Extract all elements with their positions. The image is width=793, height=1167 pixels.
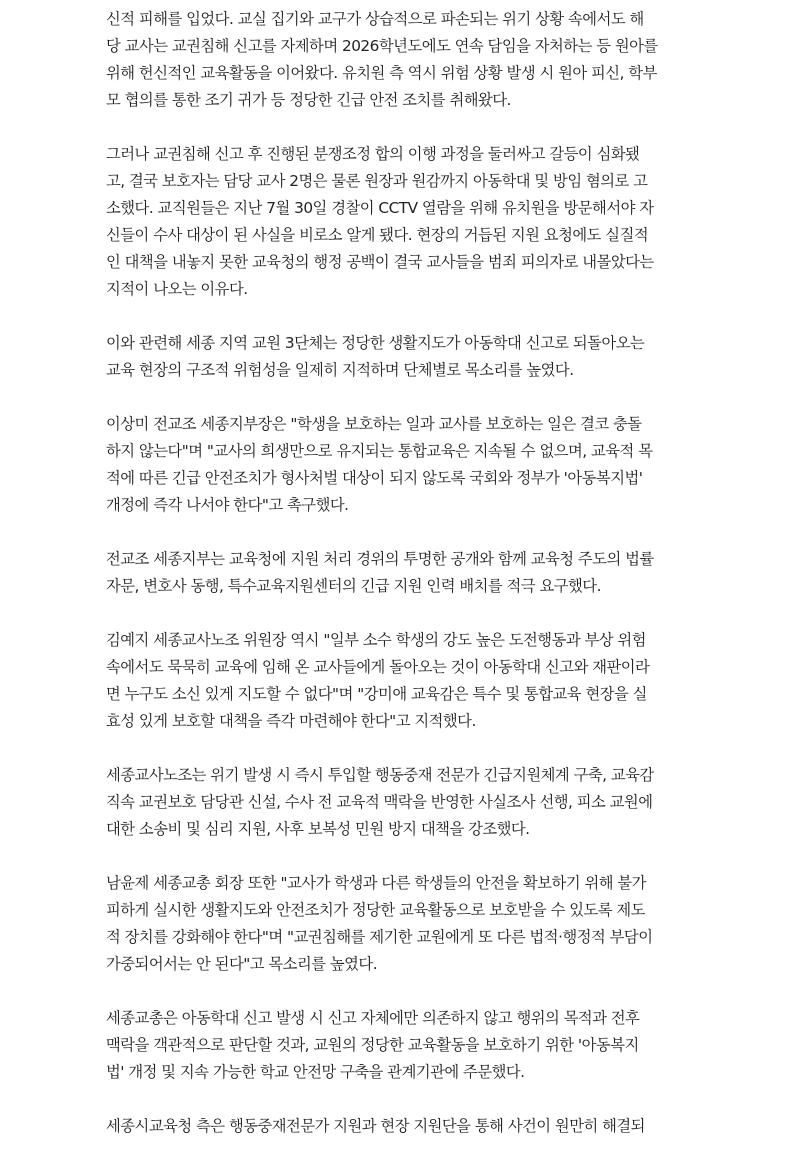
text-line: 김예지 세종교사노조 위원장 역시 "일부 소수 학생의 강도 높은 도전행동과 부상 위험 [106, 631, 646, 649]
text-line: 세종시교육청 측은 행동중재전문가 지원과 현장 지원단을 통해 사건이 원만히 해결되 [106, 1117, 645, 1135]
paragraph-1 [106, 6, 696, 114]
text-line: 고, 결국 보호자는 담당 교사 2명은 물론 원장과 원감까지 아동학대 및 방임 혐의로 고 [106, 172, 648, 190]
text-line: 이상미 전교조 세종지부장은 "학생을 보호하는 일과 교사를 보호하는 일은 결코 충돌 [106, 415, 642, 433]
paragraph-6 [106, 627, 696, 735]
text-line: 남윤제 세종교총 회장 또한 "교사가 학생과 다른 학생들의 안전을 확보하기 위해 불가 [106, 874, 646, 892]
text-line: 직속 교권보호 담당관 신설, 수사 전 교육적 맥락을 반영한 사실조사 선행, 피소 교원에 [106, 793, 653, 811]
text-line: 대한 소송비 및 심리 지원, 사후 보복성 민원 방지 대책을 강조했다. [106, 820, 530, 838]
text-line: 피하게 실시한 생활지도와 안전조치가 정당한 교육활동으로 보호받을 수 있도록 제도 [106, 901, 645, 919]
text-line: 지적이 나오는 이유다. [106, 280, 248, 298]
paragraph-5 [106, 546, 696, 600]
text-line: 법' 개정 및 지속 가능한 학교 안전망 구축을 관계기관에 주문했다. [106, 1063, 525, 1081]
text-line: 모 협의를 통한 조기 귀가 등 정당한 긴급 안전 조치를 취해왔다. [106, 91, 511, 109]
text-line: 가중되어서는 안 된다"고 목소리를 높였다. [106, 955, 378, 973]
text-line: 이와 관련해 세종 지역 교원 3단체는 정당한 생활지도가 아동학대 신고로 되돌아오는 [106, 334, 645, 352]
paragraph-7 [106, 762, 696, 843]
text-line: 전교조 세종지부는 교육청에 지원 처리 경위의 투명한 공개와 함께 교육청 주도의 법률 [106, 550, 654, 568]
text-line: 신들이 수사 대상이 된 사실을 비로소 알게 됐다. 현장의 거듭된 지원 요청에도 실질적 [106, 226, 649, 244]
text-line: 면 누구도 소신 있게 지도할 수 없다"며 "강미애 교육감은 특수 및 통합교육 현장을 실 [106, 685, 647, 703]
text-line: 인 대책을 내놓지 못한 교육청의 행정 공백이 결국 교사들을 범죄 피의자로 내몰았다는 [106, 253, 654, 271]
text-line: 맥락을 객관적으로 판단할 것과, 교원의 정당한 교육활동을 보호하기 위한 '아동복지 [106, 1036, 639, 1054]
article-body [106, 6, 696, 1167]
text-line: 적 장치를 강화해야 한다"며 "교권침해를 제기한 교원에게 또 다른 법적·행정적 부담이 [106, 928, 653, 946]
paragraph-3 [106, 330, 696, 384]
text-line: 자문, 변호사 동행, 특수교육지원센터의 긴급 지원 인력 배치를 적극 요구했다. [106, 577, 601, 595]
text-line: 하지 않는다"며 "교사의 희생만으로 유지되는 통합교육은 지속될 수 없으며, 교육적 목 [106, 442, 653, 460]
text-line: 효성 있게 보호할 대책을 즉각 마련해야 한다"고 지적했다. [106, 712, 476, 730]
text-line: 위해 헌신적인 교육활동을 이어왔다. 유치원 측 역시 위험 상황 발생 시 원아 피신, 학부 [106, 64, 657, 82]
text-line: 적에 따른 긴급 안전조치가 형사처벌 대상이 되지 않도록 국회와 정부가 '아동복지법' [106, 469, 643, 487]
text-line: 개정에 즉각 나서야 한다"고 촉구했다. [106, 496, 349, 514]
paragraph-9 [106, 1005, 696, 1086]
text-line: 그러나 교권침해 신고 후 진행된 분쟁조정 합의 이행 과정을 둘러싸고 갈등이 심화됐 [106, 145, 640, 163]
paragraph-4 [106, 411, 696, 519]
text-line: 세종교총은 아동학대 신고 발생 시 신고 자체에만 의존하지 않고 행위의 목적과 전후 [106, 1009, 640, 1027]
text-line: 세종교사노조는 위기 발생 시 즉시 투입할 행동중재 전문가 긴급지원체계 구축, 교육감 [106, 766, 654, 784]
paragraph-8 [106, 870, 696, 978]
text-line: 교육 현장의 구조적 위험성을 일제히 지적하며 단체별로 목소리를 높였다. [106, 361, 574, 379]
text-line: 소했다. 교직원들은 지난 7월 30일 경찰이 CCTV 열람을 위해 유치원을 방문해서야 자 [106, 199, 654, 217]
text-line: 속에서도 묵묵히 교육에 임해 온 교사들에게 돌아오는 것이 아동학대 신고와 재판이라 [106, 658, 650, 676]
paragraph-2 [106, 141, 696, 303]
paragraph-10 [106, 1113, 696, 1140]
text-line: 당 교사는 교권침해 신고를 자제하며 2026학년도에도 연속 담임을 자처하는 등 원아를 [106, 37, 658, 55]
text-line: 신적 피해를 입었다. 교실 집기와 교구가 상습적으로 파손되는 위기 상황 속에서도 해 [106, 10, 644, 28]
